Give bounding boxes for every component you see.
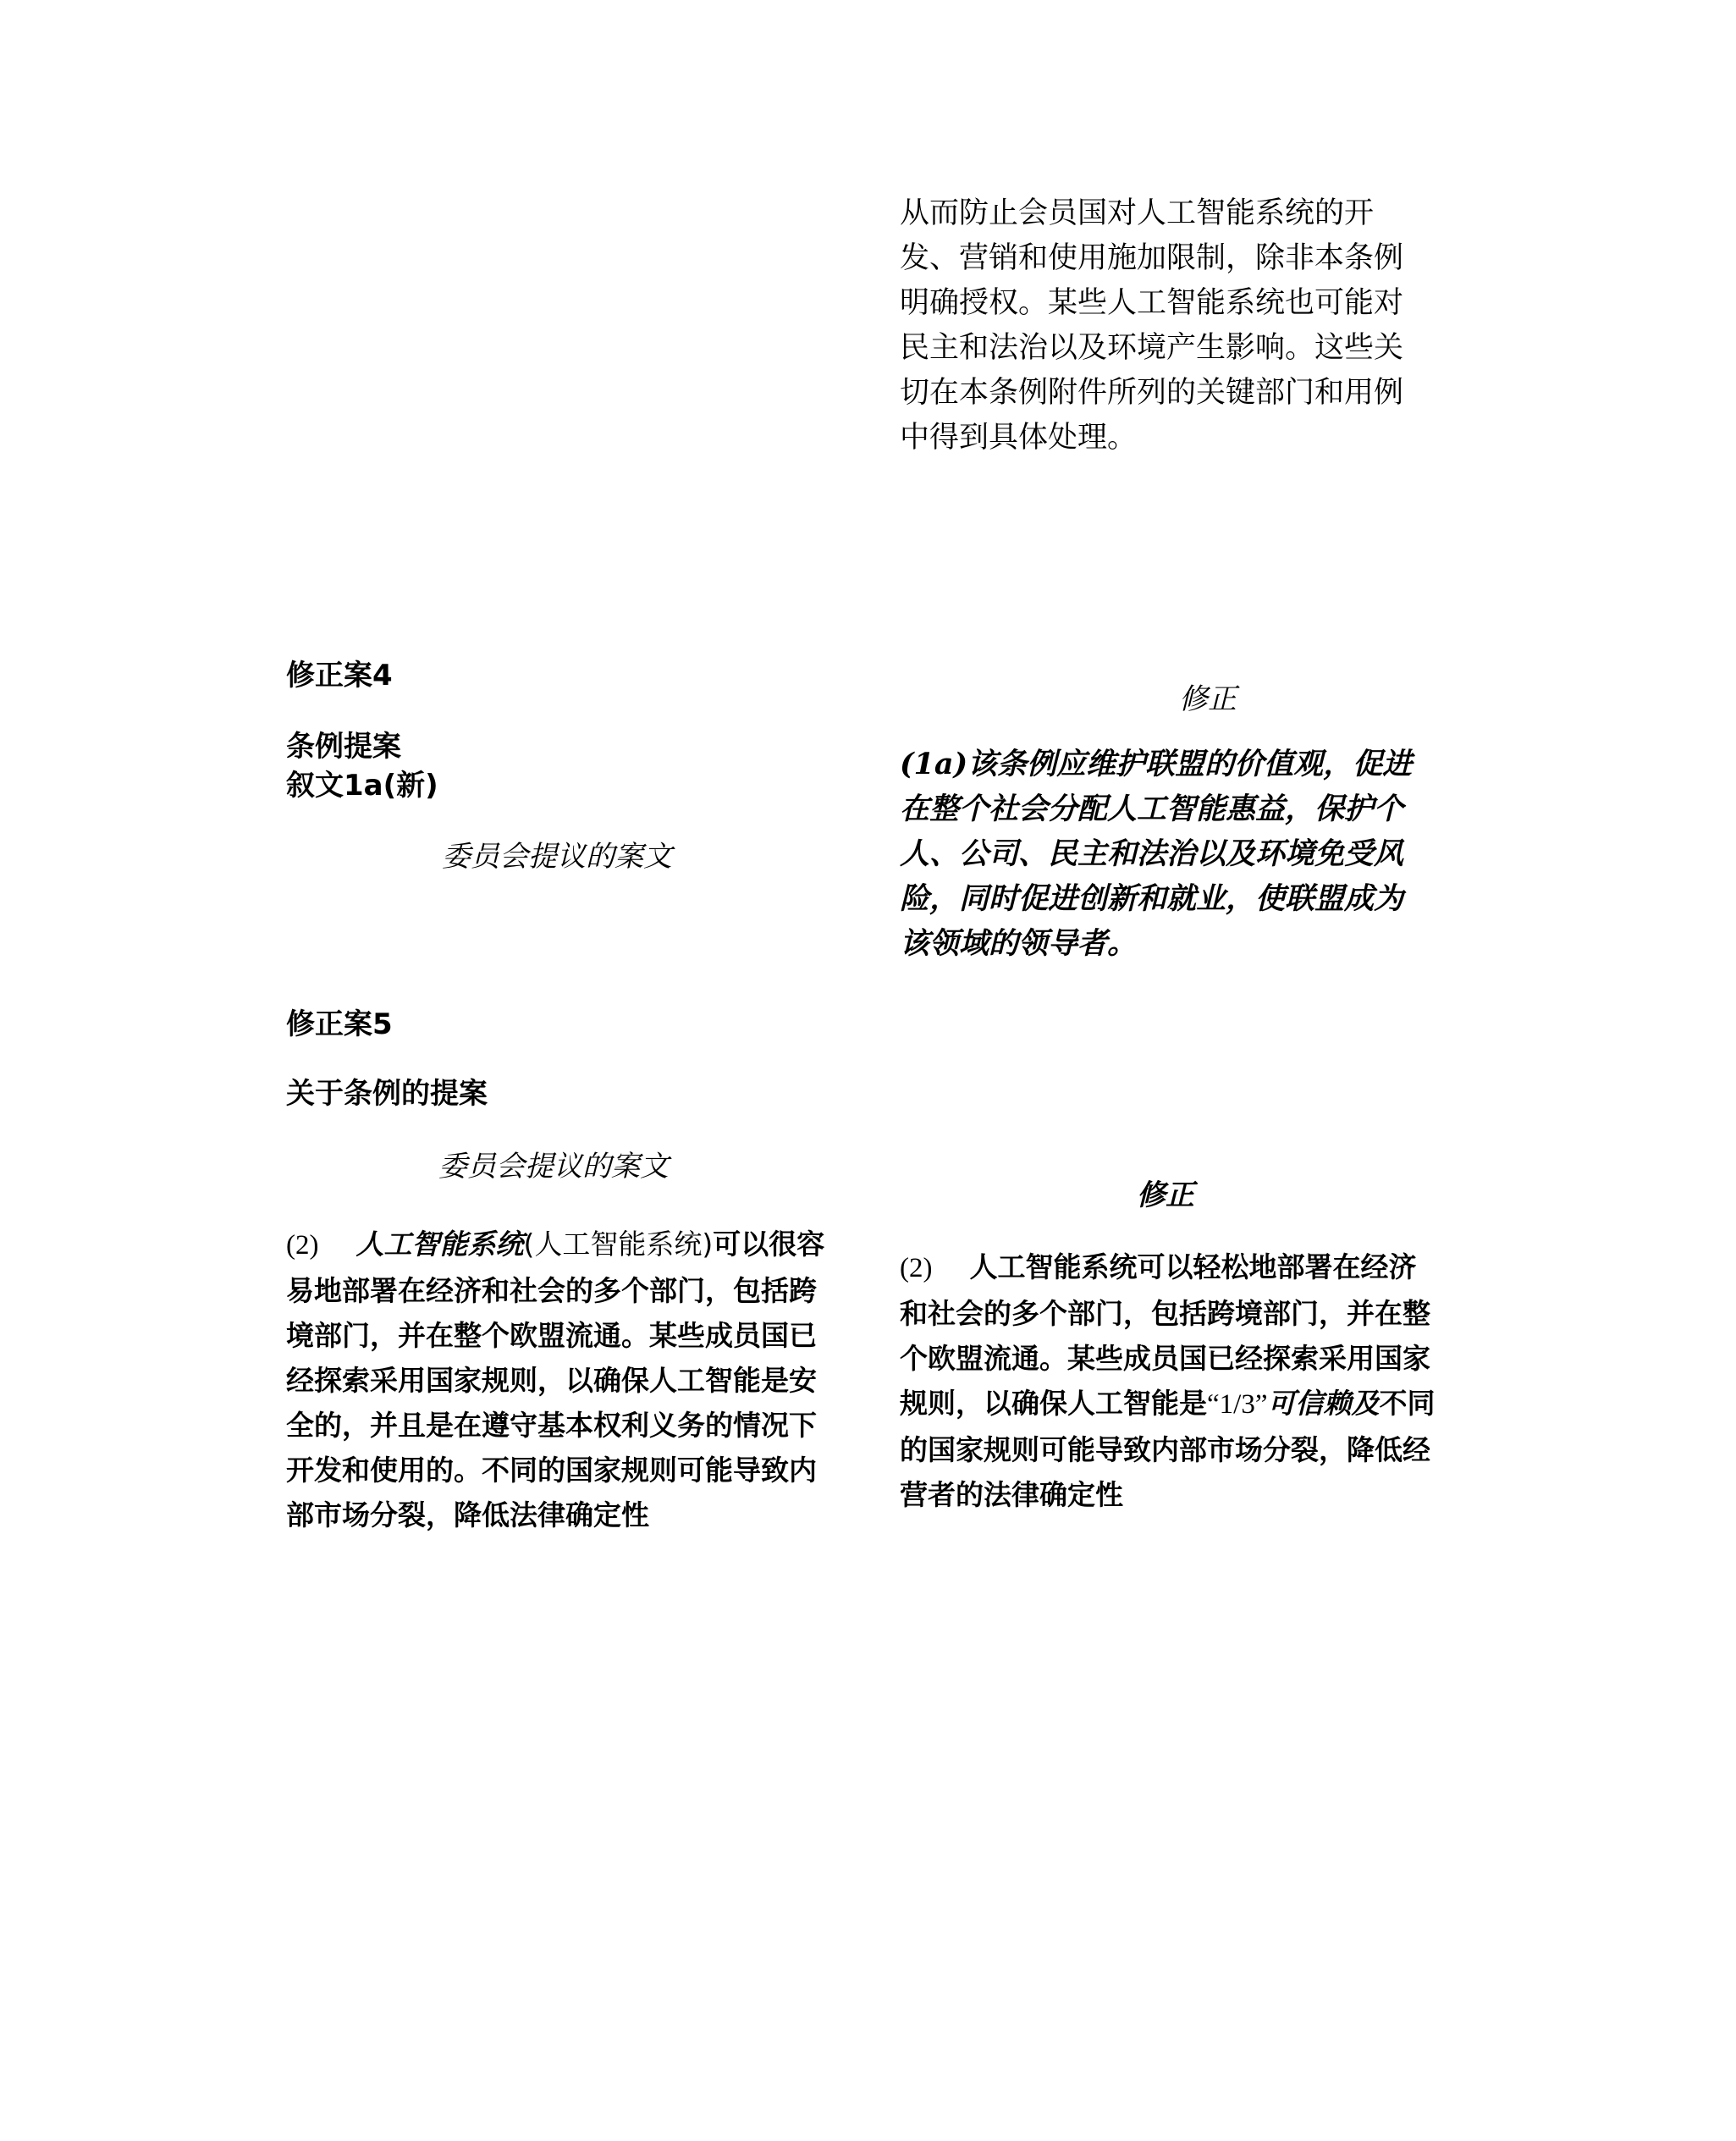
amendment-5-title: 修正案5 [286,1007,393,1041]
parenthetical-term: (人工智能系统) [523,1228,714,1261]
amendment-5-proposal-label: 关于条例的提案 [286,1077,488,1111]
amendment-text-end: 不同的国家规则可能导致内部市场分裂，降低经营者的法律确定性 [900,1387,1436,1511]
amendment-4-title: 修正案4 [286,659,393,693]
amendment-5-commission-label: 委员会提议的案文 [438,1150,669,1184]
amendment-4-commission-label: 委员会提议的案文 [442,840,672,874]
amendment-5-commission-text [286,1222,828,1537]
amendment-4-amendment-text: (1a)该条例应维护联盟的价值观，促进在整个社会分配人工智能惠益，保护个人、公司、民主和法治以及环境免受风险，同时促进创新和就业，使联盟成为该领域的领导者。 [900,747,1413,961]
amendment-text-start: 人工智能系统可以轻松地部署在经济和社会的多个部门，包括跨境部门，并在整个欧盟流通。某些成员国已经探索采用国家规则，以确保人工智能是 [900,1250,1430,1420]
emphasized-term: 人工智能系统 [355,1228,524,1261]
inserted-text: 可信赖及 [1267,1387,1380,1420]
continuation-paragraph: 从而防止会员国对人工智能系统的开发、营销和使用施加限制，除非本条例明确授权。某些人工智能系统也可能对民主和法治以及环境产生影响。这些关切在本条例附件所列的关键部门和用例中得到具体处理。 [900,196,1404,455]
amendment-4-proposal-label: 条例提案 [286,730,401,764]
paragraph-number: (2) [286,1230,319,1261]
amendment-5-amendment-label: 修正 [1137,1178,1194,1212]
quoted-fraction: “1/3” [1207,1389,1268,1420]
amendment-5-amendment-text [900,1244,1441,1517]
paragraph-number: (2) [900,1253,933,1283]
amendment-4-recital-label: 叙文1a(新) [286,769,438,803]
commission-text-body: 可以很容易地部署在经济和社会的多个部门，包括跨境部门，并在整个欧盟流通。某些成员国已经探索采用国家规则，以确保人工智能是安全的，并且是在遵守基本权利义务的情况下开发和使用的。不同的国家规则可能导致内部市场分裂，降低法律确定性 [286,1228,825,1531]
amendment-4-amendment-label: 修正 [1179,682,1237,716]
